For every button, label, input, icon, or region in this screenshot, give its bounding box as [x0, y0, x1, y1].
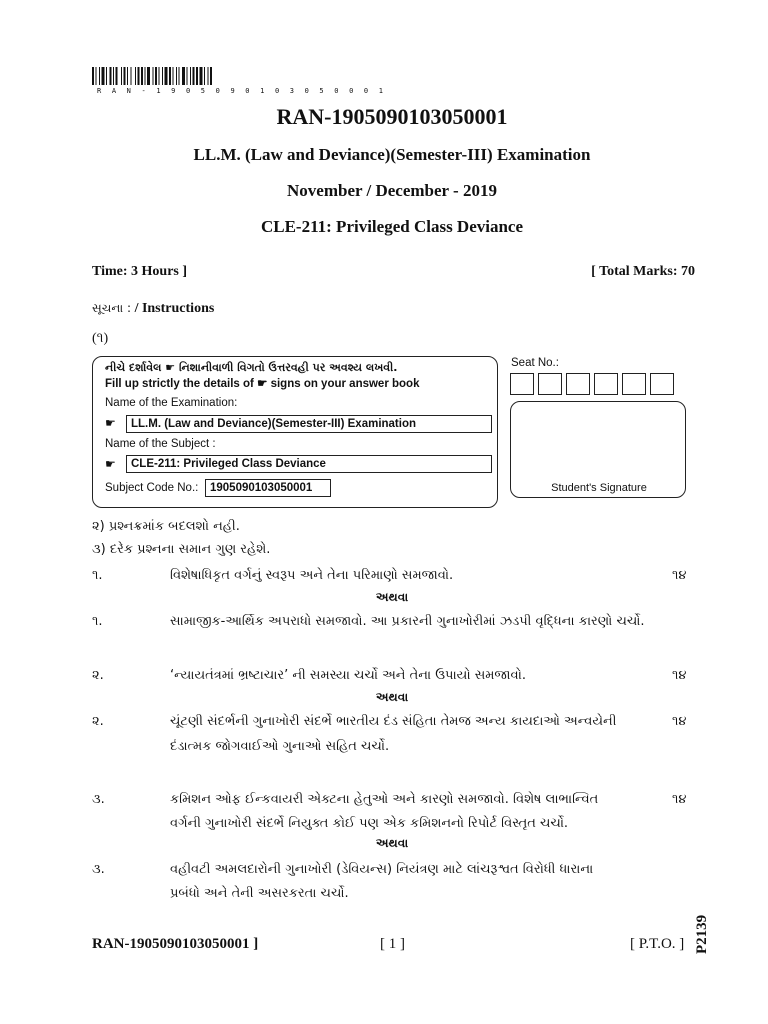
signature-label: Student's Signature: [551, 482, 647, 494]
barcode-bar: [173, 67, 174, 85]
barcode-bar: [210, 67, 212, 85]
barcode-bar: [92, 67, 94, 85]
footer-ran: RAN-1905090103050001 ]: [92, 936, 259, 952]
exam-title: LL.M. (Law and Deviance)(Semester-III) Examination: [193, 145, 591, 164]
barcode-bar: [176, 67, 177, 85]
barcode-bar: [138, 67, 140, 85]
question-2-alt-line-2: દંડાત્મક જોગવાઈઓ ગુનાઓ સહિત ચર્ચો.: [170, 739, 390, 754]
question-2-number: ૨.: [92, 668, 104, 683]
details-instruction-en: Fill up strictly the details of ☛ signs on your answer book: [105, 378, 420, 390]
subject-code-field: 1905090103050001: [205, 479, 331, 497]
seat-digit-box: [594, 373, 618, 395]
barcode-bar: [116, 67, 118, 85]
exam-session: November / December - 2019: [287, 181, 497, 200]
or-separator: અથવા: [375, 590, 409, 604]
barcode-bar: [155, 67, 157, 85]
seat-digit-box: [538, 373, 562, 395]
barcode: [92, 67, 310, 85]
barcode-bar: [187, 67, 188, 85]
question-2-alt-marks: ૧૪: [672, 714, 687, 729]
page-number: [ 1 ]: [380, 936, 405, 952]
paper-code: [690, 914, 720, 958]
question-1-number: ૧.: [92, 568, 103, 583]
exam-name-field: LL.M. (Law and Deviance)(Semester-III) Examination: [126, 415, 492, 433]
barcode-bar: [153, 67, 154, 85]
barcode-bar: [162, 67, 163, 85]
barcode-bar: [131, 67, 132, 85]
question-3-alt-line-2: પ્રબંધો અને તેની અસરકરતા ચર્ચો.: [170, 886, 349, 901]
barcode-bar: [121, 67, 122, 85]
question-1-text: વિશેષાધિકૃત વર્ગનું સ્વરૂપ અને તેના પરિમાણો સમજાવો.: [170, 568, 454, 583]
barcode-bar: [179, 67, 180, 85]
or-separator: અથવા: [375, 836, 409, 850]
barcode-bar: [208, 67, 209, 85]
or-separator: અથવા: [375, 690, 409, 704]
seat-digit-box: [650, 373, 674, 395]
exam-name-label: Name of the Examination:: [105, 397, 238, 409]
barcode-bar: [110, 67, 112, 85]
barcode-bar: [102, 67, 105, 85]
question-2-marks: ૧૪: [672, 668, 687, 683]
ran-number: RAN-1905090103050001: [276, 104, 508, 129]
question-3-line-1: કમિશન ઓફ ઈન્કવાયરી એક્ટના હેતુઓ અને કારણો સમજાવો. વિશેષ લાભાન્વિત: [170, 792, 599, 807]
question-3-line-2: વર્ગની ગુનાખોરી સંદર્ભે નિયુક્ત કોઈ પણ એક કમિશનનો રિપોર્ટ વિસ્તૃત ચર્ચો.: [170, 816, 569, 831]
barcode-bar: [99, 67, 100, 85]
course-title: CLE-211: Privileged Class Deviance: [260, 217, 524, 236]
seat-digit-box: [510, 373, 534, 395]
question-3-marks: ૧૪: [672, 792, 687, 807]
instruction-1-number: (૧): [92, 331, 109, 346]
signature-box: [510, 401, 686, 498]
seat-digit-box: [622, 373, 646, 395]
barcode-bar: [127, 67, 128, 85]
barcode-bar: [196, 67, 198, 85]
pointing-hand-icon: ☛: [105, 457, 116, 471]
barcode-bar: [193, 67, 195, 85]
instructions-label-guj: સૂચના :: [92, 301, 132, 315]
time-allowed: Time: 3 Hours ]: [92, 264, 188, 279]
seat-number-boxes: [510, 373, 678, 395]
pto-marker: [ P.T.O. ]: [630, 936, 685, 952]
total-marks: [ Total Marks: 70: [591, 264, 695, 279]
barcode-bar: [159, 67, 160, 85]
question-2-alt-line-1: ચૂંટણી સંદર્ભની ગુનાખોરી સંદર્ભે ભારતીય દંડ સંહિતા તેમજ અન્ય કાયદાઓ અન્વયેની: [170, 714, 617, 729]
barcode-bar: [182, 67, 185, 85]
barcode-bar: [200, 67, 203, 85]
question-1-marks: ૧૪: [672, 568, 687, 583]
barcode-bar: [169, 67, 171, 85]
question-3-number: ૩.: [92, 792, 105, 807]
seat-digit-box: [566, 373, 590, 395]
details-instruction-guj: નીચે દર્શાવેલ ☛ નિશાનીવાળી વિગતો ઉત્તરવહી પર અવશ્ય લખવી.: [105, 361, 398, 374]
instructions-label-en: / Instructions: [131, 301, 215, 316]
subject-code-label: Subject Code No.:: [105, 482, 199, 494]
barcode-bar: [204, 67, 205, 85]
question-3-alt-line-1: વહીવટી અમલદારોની ગુનાખોરી (ડેવિયન્સ) નિયંત્રણ માટે લાંચરૂશ્વત વિરોધી ધારાના: [170, 862, 594, 877]
answer-book-details-box: [92, 356, 498, 508]
question-1-alt-number: ૧.: [92, 614, 103, 629]
barcode-bar: [124, 67, 126, 85]
barcode-bar: [96, 67, 97, 85]
barcode-bar: [113, 67, 114, 85]
barcode-bar: [135, 67, 136, 85]
question-2-alt-number: ૨.: [92, 714, 104, 729]
question-2-text: ‘ન્યાયતંત્રમાં ભ્રષ્ટાચાર’ ની સમસ્યા ચર્ચો અને તેના ઉપાયો સમજાવો.: [170, 668, 526, 683]
question-1-alt-text: સામાજીક-આર્થિક અપરાધો સમજાવો. આ પ્રકારની ગુનાખોરીમાં ઝડપી વૃદ્ધિના કારણો ચર્ચો.: [170, 614, 645, 629]
subject-name-field: CLE-211: Privileged Class Deviance: [126, 455, 492, 473]
barcode-bar: [145, 67, 146, 85]
instruction-2: ૨) પ્રશ્નક્રમાંક બદલશો નહી.: [92, 519, 240, 534]
instruction-3: ૩) દરેક પ્રશ્નના સમાન ગુણ રહેશે.: [92, 542, 271, 557]
barcode-bar: [165, 67, 168, 85]
barcode-bar: [106, 67, 107, 85]
barcode-number: R A N - 1 9 0 5 0 9 0 1 0 3 0 5 0 0 0 1: [97, 87, 387, 95]
barcode-bar: [141, 67, 143, 85]
barcode-bar: [147, 67, 150, 85]
seat-number-label: Seat No.:: [511, 357, 559, 369]
instructions-heading: [92, 301, 214, 317]
pointing-hand-icon: ☛: [105, 416, 116, 430]
barcode-bar: [190, 67, 191, 85]
question-3-alt-number: ૩.: [92, 862, 105, 877]
subject-name-label: Name of the Subject :: [105, 438, 216, 450]
paper-code-text: P2139: [694, 914, 710, 954]
